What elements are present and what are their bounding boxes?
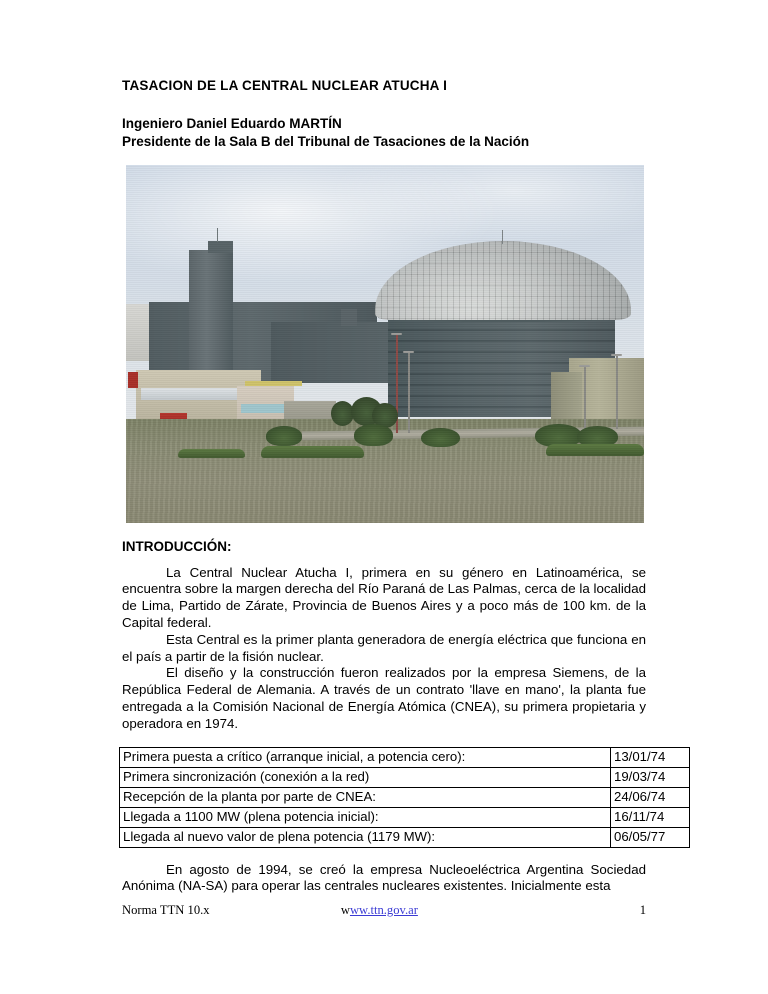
footer-url bbox=[341, 903, 418, 918]
small-stack bbox=[341, 309, 357, 325]
hedge bbox=[261, 446, 365, 459]
author-role: Presidente de la Sala B del Tribunal de Tasaciones de la Nación bbox=[122, 133, 530, 149]
intro-paragraph-3: El diseño y la construcción fueron realizados por la empresa Siemens, de la República Federal de Alemania. A través de un contrato 'llave en mano', la planta fue entregada a la Comisión Nacional de Energía Atómica (CNEA), su primera propietaria y operadora en 1974. bbox=[122, 665, 646, 731]
table-row bbox=[120, 787, 690, 807]
footer-url-link[interactable]: ww.ttn.gov.ar bbox=[349, 903, 418, 917]
dome-spire bbox=[502, 230, 503, 244]
intro-paragraph-1: La Central Nuclear Atucha I, primera en su género en Latinoamérica, se encuentra sobre la margen derecha del Río Paraná de Las Palmas, cerca de la localidad de Lima, Partido de Zárate, Provincia de Buenos Aires y a poco más de 100 km. de la Capital federal. bbox=[122, 564, 646, 630]
intro-paragraph-2: Esta Central es la primer planta generadora de energía eléctrica que funciona en el país a partir de la fisión nuclear. bbox=[122, 631, 646, 664]
lamp-post bbox=[408, 351, 410, 433]
page-title: TASACION DE LA CENTRAL NUCLEAR ATUCHA I bbox=[122, 78, 448, 93]
table-row bbox=[120, 827, 690, 847]
plant-photograph bbox=[126, 165, 644, 523]
closing-paragraph: En agosto de 1994, se creó la empresa Nucleoeléctrica Argentina Sociedad Anónima (NA-SA) para operar las centrales nucleares existentes. Inicialmente esta bbox=[122, 861, 646, 894]
milestone-date: 06/05/77 bbox=[611, 827, 690, 847]
bush bbox=[354, 424, 393, 445]
bush bbox=[266, 426, 302, 446]
milestone-label: Recepción de la planta por parte de CNEA: bbox=[120, 787, 611, 807]
milestones-table bbox=[119, 747, 690, 848]
milestone-date: 24/06/74 bbox=[611, 787, 690, 807]
table-row bbox=[120, 747, 690, 767]
hedge bbox=[546, 444, 644, 456]
milestone-label: Primera sincronización (conexión a la red) bbox=[120, 767, 611, 787]
author-block bbox=[122, 115, 646, 151]
table-row bbox=[120, 807, 690, 827]
containment-dome bbox=[375, 241, 631, 320]
lamp-post bbox=[616, 354, 618, 429]
section-heading-introduccion: INTRODUCCIÓN: bbox=[122, 538, 232, 554]
page-content bbox=[122, 78, 666, 895]
yellow-railing bbox=[245, 381, 302, 386]
page-footer bbox=[122, 903, 646, 921]
milestone-label: Primera puesta a crítico (arranque inicial, a potencia cero): bbox=[120, 747, 611, 767]
lamp-post bbox=[584, 365, 586, 429]
tower-antenna bbox=[217, 228, 218, 242]
milestone-date: 16/11/74 bbox=[611, 807, 690, 827]
tall-tower bbox=[189, 250, 233, 379]
hedge bbox=[178, 449, 245, 458]
milestone-label: Llegada a 1100 MW (plena potencia inicial): bbox=[120, 807, 611, 827]
tower-cap bbox=[208, 241, 233, 253]
milestone-date: 13/01/74 bbox=[611, 747, 690, 767]
author-name: Ingeniero Daniel Eduardo MARTÍN bbox=[122, 115, 342, 131]
milestone-date: 19/03/74 bbox=[611, 767, 690, 787]
photo-scene bbox=[126, 165, 644, 523]
milestone-label: Llegada al nuevo valor de plena potencia (1179 MW): bbox=[120, 827, 611, 847]
footer-norm: Norma TTN 10.x bbox=[122, 903, 210, 917]
footer-url-prefix: w bbox=[340, 903, 350, 917]
footer-page-number: 1 bbox=[639, 903, 646, 917]
red-stripe bbox=[128, 372, 138, 388]
bush bbox=[421, 428, 460, 448]
table-row bbox=[120, 767, 690, 787]
